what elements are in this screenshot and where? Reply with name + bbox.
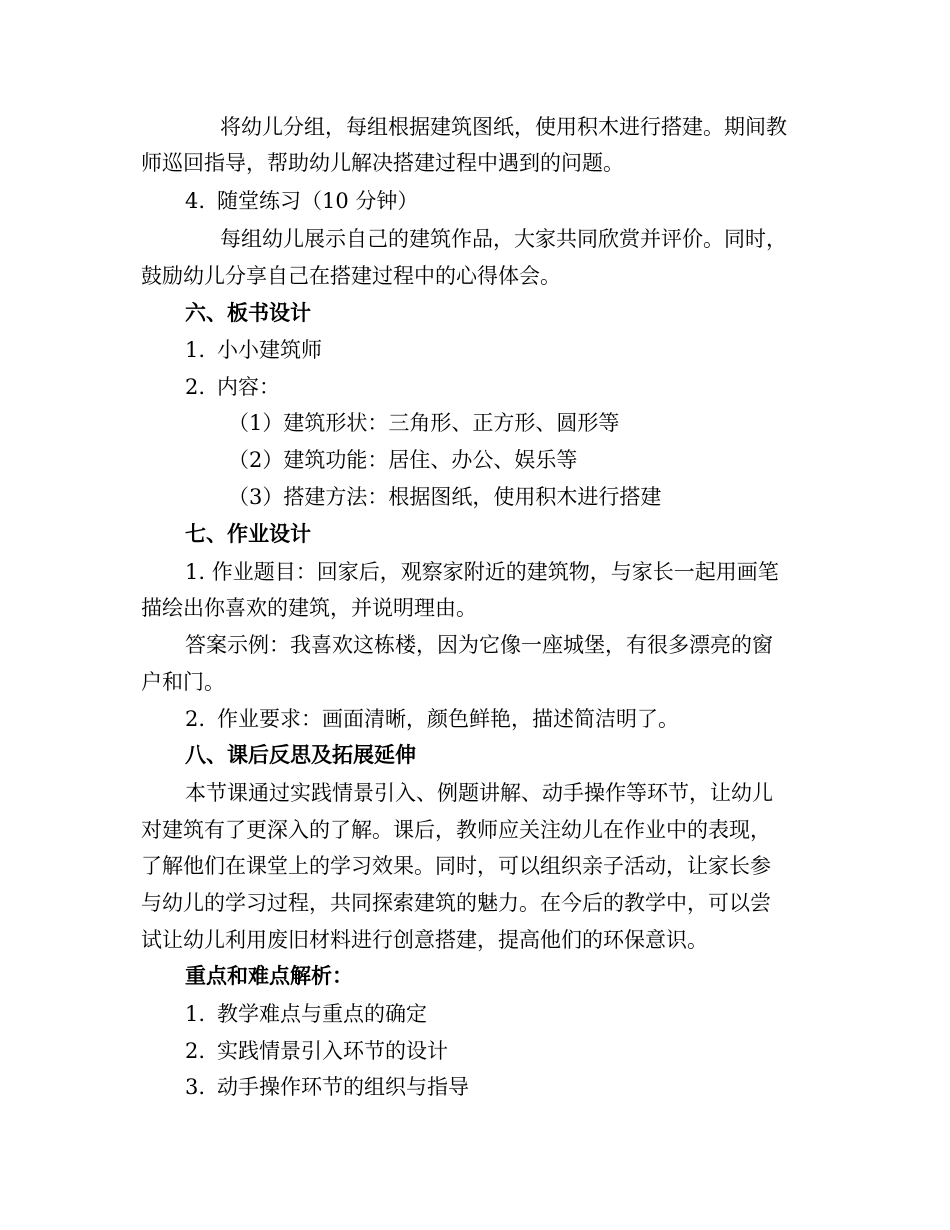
list-number: 1. <box>185 1002 206 1026</box>
paragraph-line: 1. 作业题目：回家后，观察家附近的建筑物，与家长一起用画笔 <box>185 560 779 584</box>
list-number: 2. <box>185 375 206 399</box>
paragraph-line: 鼓励幼儿分享自己在搭建过程中的心得体会。 <box>141 264 561 288</box>
list-number: 3. <box>185 1075 206 1099</box>
section-heading: 七、作业设计 <box>185 521 311 546</box>
list-item <box>185 1037 448 1065</box>
list-text: 教学难点与重点的确定 <box>217 1002 427 1026</box>
section-heading: 重点和难点解析： <box>185 963 353 988</box>
paragraph-line: 师巡回指导，帮助幼儿解决搭建过程中遇到的问题。 <box>141 151 624 175</box>
list-number: 2. <box>185 707 206 731</box>
step-number: 4. <box>185 189 206 213</box>
sub-list-item: （3）搭建方法：根据图纸，使用积木进行搭建 <box>228 485 662 509</box>
list-item <box>185 336 322 364</box>
paragraph-line: 描绘出你喜欢的建筑，并说明理由。 <box>141 596 477 620</box>
paragraph-line: 答案示例：我喜欢这栋楼，因为它像一座城堡，有很多漂亮的窗 <box>185 633 773 657</box>
sub-list-item: （2）建筑功能：居住、办公、娱乐等 <box>228 448 578 472</box>
paragraph-line: 试让幼儿利用废旧材料进行创意搭建，提高他们的环保意识。 <box>141 928 708 952</box>
list-item <box>185 373 280 401</box>
paragraph-line: 本节课通过实践情景引入、例题讲解、动手操作等环节，让幼儿 <box>185 781 773 805</box>
paragraph-line: 将幼儿分组，每组根据建筑图纸，使用积木进行搭建。期间教 <box>220 115 787 139</box>
sub-list-item: （1）建筑形状：三角形、正方形、圆形等 <box>228 411 620 435</box>
list-number: 2. <box>185 1039 206 1063</box>
list-text: 实践情景引入环节的设计 <box>217 1039 448 1063</box>
paragraph-line: 了解他们在课堂上的学习效果。同时，可以组织亲子活动，让家长参 <box>141 854 771 878</box>
section-heading: 八、课后反思及拓展延伸 <box>185 742 416 767</box>
list-item <box>185 1000 427 1028</box>
list-text: 内容： <box>217 375 280 399</box>
paragraph-line: 户和门。 <box>141 670 225 694</box>
list-number: 1. <box>185 338 206 362</box>
list-text: 作业要求：画面清晰，颜色鲜艳，描述简洁明了。 <box>217 707 679 731</box>
section-heading: 六、板书设计 <box>185 300 311 325</box>
step-item <box>185 187 418 215</box>
step-text: 随堂练习（10 分钟） <box>217 189 419 213</box>
list-item <box>185 705 679 733</box>
paragraph-line: 对建筑有了更深入的了解。课后，教师应关注幼儿在作业中的表现， <box>141 818 771 842</box>
list-item <box>185 1073 469 1101</box>
paragraph-line: 每组幼儿展示自己的建筑作品，大家共同欣赏并评价。同时， <box>220 227 787 251</box>
list-text: 小小建筑师 <box>217 338 322 362</box>
paragraph-line: 与幼儿的学习过程，共同探索建筑的魅力。在今后的教学中，可以尝 <box>141 891 771 915</box>
list-text: 动手操作环节的组织与指导 <box>217 1075 469 1099</box>
